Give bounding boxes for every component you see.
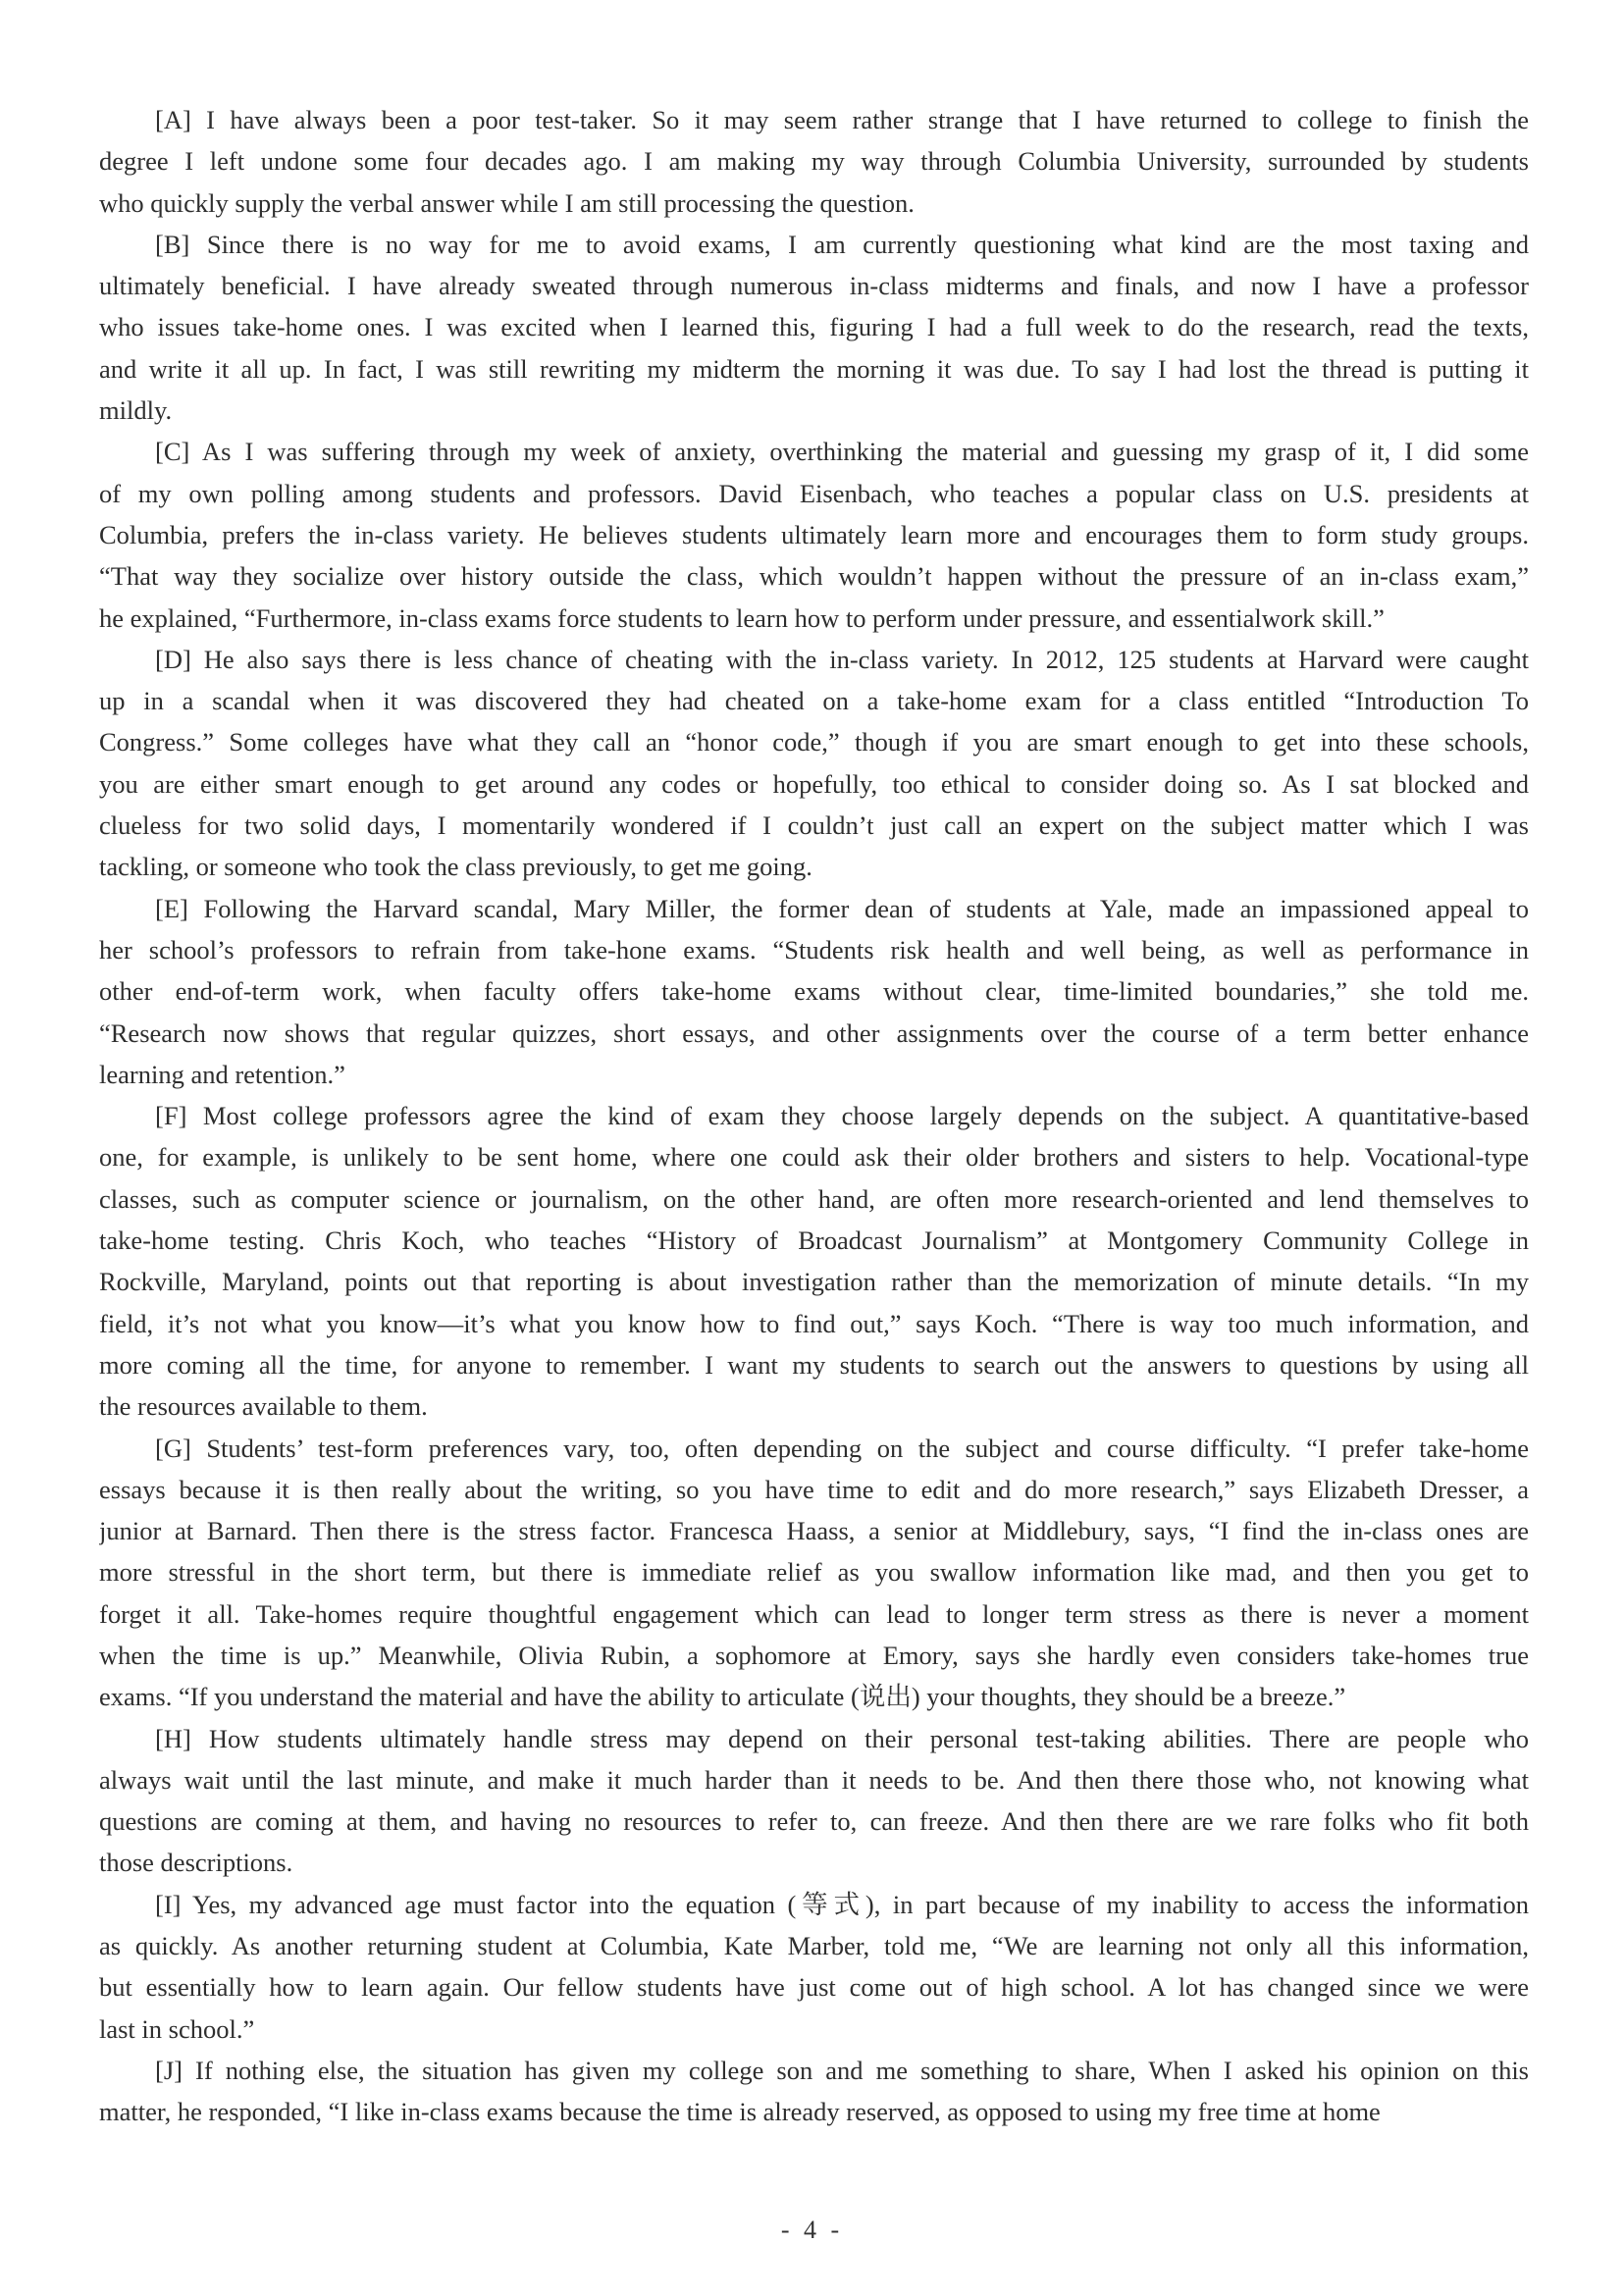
text-line: [E] Following the Harvard scandal, Mary Miller, the former dean of students at Yale, made an impassioned appeal to: [155, 893, 1529, 923]
article-body: [99, 99, 1529, 2133]
text-line: learning and retention.”: [99, 1059, 345, 1089]
text-line: up in a scandal when it was discovered they had cheated on a take-home exam for a class entitled “Introduction To: [99, 686, 1529, 716]
text-line: take-home testing. Chris Koch, who teaches “History of Broadcast Journalism” at Montgomery Community College in: [99, 1226, 1529, 1256]
text-line: he explained, “Furthermore, in-class exams force students to learn how to perform under pressure, and essentialwork skill.”: [99, 602, 1385, 633]
text-line: last in school.”: [99, 2013, 255, 2044]
text-line: mildly.: [99, 395, 173, 426]
text-line: always wait until the last minute, and make it much harder than it needs to be. And then there those who, not knowing what: [99, 1764, 1529, 1795]
text-line: [I] Yes, my advanced age must factor into the equation (等式), in part because of my inability to access the information: [155, 1889, 1529, 1919]
text-line: clueless for two solid days, I momentarily wondered if I couldn’t just call an expert on the subject matter which I was: [99, 810, 1529, 841]
text-line: more coming all the time, for anyone to remember. I want my students to search out the answers to questions by using all: [99, 1349, 1529, 1380]
paragraph-f: [99, 1095, 1529, 1427]
text-line: [F] Most college professors agree the kind of exam they choose largely depends on the subject. A quantitative-based: [155, 1101, 1529, 1131]
text-line: [D] He also says there is less chance of cheating with the in-class variety. In 2012, 125 students at Harvard were caught: [155, 644, 1529, 674]
text-line: questions are coming at them, and having no resources to refer to, can freeze. And then there are we rare folks who fit both: [99, 1806, 1529, 1837]
text-line: [A] I have always been a poor test-taker. So it may seem rather strange that I have returned to college to finish the: [155, 105, 1529, 134]
text-line: Columbia, prefers the in-class variety. He believes students ultimately learn more and encourages them to form study groups.: [99, 519, 1529, 549]
text-line: those descriptions.: [99, 1848, 293, 1878]
paragraph-g: [99, 1428, 1529, 1718]
text-line: classes, such as computer science or journalism, on the other hand, are often more research-oriented and lend themselves to: [99, 1183, 1529, 1214]
text-line: Rockville, Maryland, points out that reporting is about investigation rather than the memorization of minute details. “In my: [99, 1267, 1529, 1297]
text-line: [G] Students’ test-form preferences vary, too, often depending on the subject and course difficulty. “I prefer take-home: [155, 1433, 1529, 1463]
paragraph-i: [99, 1884, 1529, 2050]
text-line: other end-of-term work, when faculty offers take-home exams without clear, time-limited boundaries,” she told me.: [99, 976, 1529, 1007]
page-number: - 4 -: [780, 2216, 844, 2244]
text-line: essays because it is then really about the writing, so you have time to edit and do more research,” says Elizabeth Dresser, a: [99, 1474, 1529, 1504]
text-line: [H] How students ultimately handle stress may depend on their personal test-taking abilities. There are people who: [155, 1723, 1529, 1753]
text-line: forget it all. Take-homes require thoughtful engagement which can lead to longer term stress as there is never a moment: [99, 1598, 1529, 1629]
text-line: of my own polling among students and professors. David Eisenbach, who teaches a popular class on U.S. presidents at: [99, 478, 1529, 508]
paragraph-a: [99, 99, 1529, 224]
paragraph-h: [99, 1718, 1529, 1884]
text-line: you are either smart enough to get around any codes or hopefully, too ethical to consider doing so. As I sat blocked and: [99, 768, 1529, 799]
text-line: more stressful in the short term, but there is immediate relief as you swallow information like mad, and then you get to: [99, 1557, 1529, 1588]
text-line: as quickly. As another returning student at Columbia, Kate Marber, told me, “We are learning not only all this information,: [99, 1931, 1529, 1961]
text-line: exams. “If you understand the material and have the ability to articulate (说出) your thoughts, they should be a breeze.”: [99, 1682, 1346, 1712]
text-line: and write it all up. In fact, I was still rewriting my midterm the morning it was due. To say I had lost the thread is putting it: [99, 353, 1529, 384]
text-line: “That way they socialize over history outside the class, which wouldn’t happen without the pressure of an in-class exam,”: [99, 561, 1529, 592]
text-line: one, for example, is unlikely to be sent home, where one could ask their older brothers and sisters to help. Vocational-type: [99, 1142, 1529, 1173]
paragraph-e: [99, 888, 1529, 1095]
text-line: [B] Since there is no way for me to avoid exams, I am currently questioning what kind are the most taxing and: [155, 229, 1529, 259]
paragraph-j: [99, 2050, 1529, 2133]
paragraph-c: [99, 431, 1529, 638]
text-line: degree I left undone some four decades ago. I am making my way through Columbia University, surrounded by students: [99, 146, 1529, 177]
text-line: junior at Barnard. Then there is the stress factor. Francesca Haass, a senior at Middlebury, says, “I find the in-class ones are: [99, 1516, 1529, 1546]
text-line: [J] If nothing else, the situation has given my college son and me something to share, When I asked his opinion on this: [155, 2055, 1529, 2085]
text-line: “Research now shows that regular quizzes, short essays, and other assignments over the course of a term better enhance: [99, 1017, 1529, 1048]
text-line: [C] As I was suffering through my week of anxiety, overthinking the material and guessing my grasp of it, I did some: [155, 437, 1529, 467]
paragraph-d: [99, 639, 1529, 888]
paragraph-b: [99, 224, 1529, 431]
text-line: ultimately beneficial. I have already sweated through numerous in-class midterms and finals, and now I have a professor: [99, 271, 1529, 301]
text-line: when the time is up.” Meanwhile, Olivia Rubin, a sophomore at Emory, says she hardly even considers take-homes true: [99, 1640, 1529, 1670]
text-line: field, it’s not what you know—it’s what you know how to find out,” says Koch. “There is way too much information, and: [99, 1308, 1529, 1338]
text-line: matter, he responded, “I like in-class exams because the time is already reserved, as opposed to using my free time at home: [99, 2097, 1381, 2127]
text-line: who quickly supply the verbal answer while I am still processing the question.: [99, 187, 915, 218]
text-line: her school’s professors to refrain from take-hone exams. “Students risk health and well being, as well as performance in: [99, 934, 1529, 965]
text-line: tackling, or someone who took the class previously, to get me going.: [99, 852, 812, 882]
text-line: who issues take-home ones. I was excited when I learned this, figuring I had a full week to do the research, read the texts,: [99, 312, 1529, 342]
text-line: but essentially how to learn again. Our fellow students have just come out of high school. A lot has changed since we were: [99, 1972, 1529, 2003]
text-line: Congress.” Some colleges have what they call an “honor code,” though if you are smart enough to get into these schools,: [99, 727, 1529, 757]
text-line: the resources available to them.: [99, 1391, 428, 1422]
